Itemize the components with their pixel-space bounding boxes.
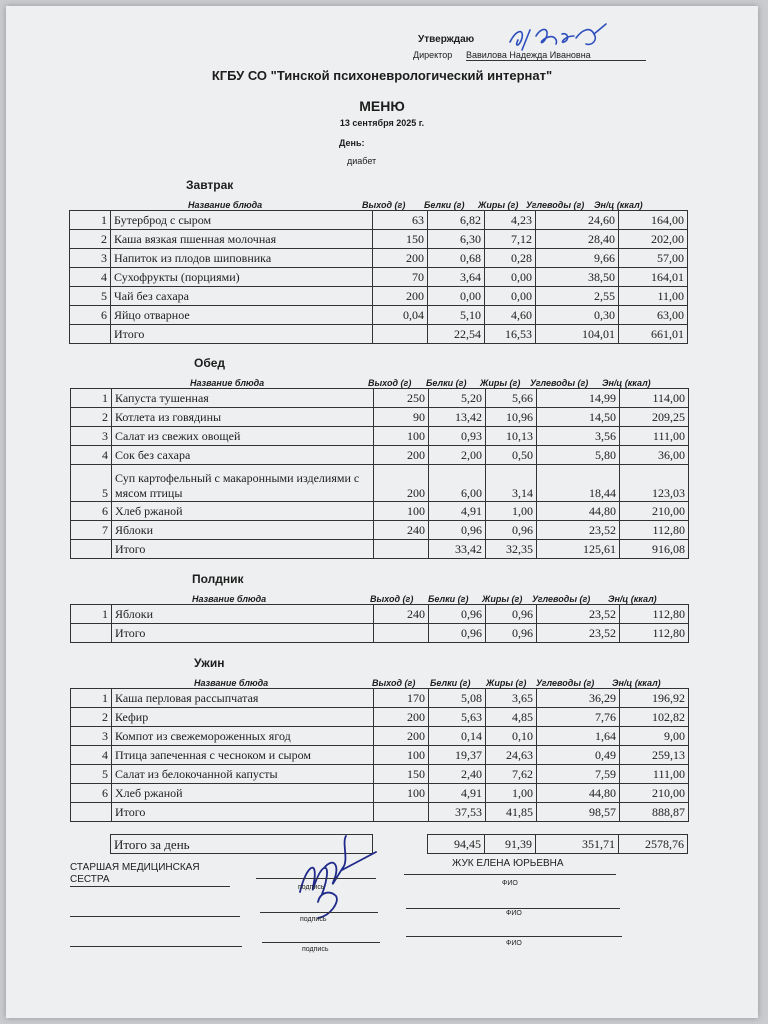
row-number: 2: [71, 708, 112, 727]
dish-name: Напиток из плодов шиповника: [111, 249, 373, 268]
dish-protein: 2,40: [429, 765, 486, 784]
dish-energy: 202,00: [619, 230, 688, 249]
lunch-col-output: Выход (г): [368, 378, 412, 388]
dish-protein: 19,37: [429, 746, 486, 765]
dish-protein: 4,91: [429, 784, 486, 803]
dish-fat: 0,00: [485, 268, 536, 287]
menu-row: [71, 746, 689, 765]
dinner-title: Ужин: [194, 656, 225, 670]
dish-output: 170: [374, 689, 429, 708]
dish-name: Котлета из говядины: [112, 408, 374, 427]
dish-name: Яблоки: [112, 521, 374, 540]
breakfast-col-name: Название блюда: [188, 200, 263, 210]
dish-carbs: 0,30: [536, 306, 619, 325]
breakfast-col-carbs: Углеводы (г): [526, 200, 585, 210]
total-output: [374, 803, 429, 822]
row-number: 4: [70, 268, 111, 287]
row-number: [71, 540, 112, 559]
day-total-carbs: 351,71: [536, 835, 619, 854]
dish-carbs: 1,64: [537, 727, 620, 746]
total-row: [70, 325, 688, 344]
dish-output: 200: [374, 727, 429, 746]
lunch-rows: [71, 389, 689, 559]
dish-fat: 4,85: [486, 708, 537, 727]
menu-row: [71, 605, 689, 624]
dish-energy: 123,03: [620, 465, 689, 502]
dish-name: Яблоки: [112, 605, 374, 624]
dish-protein: 0,14: [429, 727, 486, 746]
dish-fat: 3,65: [486, 689, 537, 708]
total-energy: 112,80: [620, 624, 689, 643]
dish-output: 240: [374, 605, 429, 624]
dish-protein: 5,20: [429, 389, 486, 408]
dish-protein: 0,96: [429, 521, 486, 540]
breakfast-rows: [70, 211, 688, 344]
total-energy: 888,87: [620, 803, 689, 822]
breakfast-table: [69, 210, 688, 344]
dish-protein: 0,68: [428, 249, 485, 268]
total-label: Итого: [112, 803, 374, 822]
row-number: 6: [71, 502, 112, 521]
total-energy: 661,01: [619, 325, 688, 344]
lunch-col-protein: Белки (г): [426, 378, 467, 388]
dish-output: 200: [374, 465, 429, 502]
dish-fat: 1,00: [486, 784, 537, 803]
fio-line-2: [406, 908, 620, 909]
row-number: [71, 803, 112, 822]
day-label: День:: [339, 138, 365, 148]
menu-row: [71, 446, 689, 465]
dish-energy: 112,80: [620, 605, 689, 624]
day-total-fat: 91,39: [485, 835, 536, 854]
dish-carbs: 18,44: [537, 465, 620, 502]
menu-date: 13 сентября 2025 г.: [339, 118, 425, 128]
row-number: 1: [71, 389, 112, 408]
dish-carbs: 44,80: [537, 784, 620, 803]
lunch-col-energy: Эн/ц (ккал): [602, 378, 651, 388]
dish-carbs: 9,66: [536, 249, 619, 268]
dish-protein: 4,91: [429, 502, 486, 521]
dish-energy: 102,82: [620, 708, 689, 727]
dish-energy: 111,00: [620, 427, 689, 446]
dish-carbs: 3,56: [537, 427, 620, 446]
dish-name: Салат из свежих овощей: [112, 427, 374, 446]
dish-carbs: 28,40: [536, 230, 619, 249]
dish-fat: 0,28: [485, 249, 536, 268]
dish-fat: 0,50: [486, 446, 537, 465]
dish-fat: 0,10: [486, 727, 537, 746]
dish-fat: 3,14: [486, 465, 537, 502]
dish-output: 100: [374, 427, 429, 446]
approval-label: Утверждаю: [418, 34, 475, 45]
fio-caption-3: ФИО: [506, 940, 522, 947]
handwritten-signature: [290, 832, 380, 922]
fio-line-1: [404, 874, 616, 875]
breakfast-col-output: Выход (г): [362, 200, 406, 210]
dish-output: 100: [374, 746, 429, 765]
dish-fat: 7,62: [486, 765, 537, 784]
menu-row: [70, 230, 688, 249]
menu-row: [71, 465, 689, 502]
total-protein: 37,53: [429, 803, 486, 822]
dish-energy: 164,01: [619, 268, 688, 287]
row-number: [71, 624, 112, 643]
row-number: 3: [71, 427, 112, 446]
lunch-title: Обед: [194, 356, 226, 370]
menu-row: [70, 249, 688, 268]
signature-caption-2: подпись: [300, 916, 327, 923]
row-number: 5: [71, 765, 112, 784]
menu-row: [71, 427, 689, 446]
total-label: Итого: [111, 325, 373, 344]
menu-row: [71, 521, 689, 540]
dish-name: Сухофрукты (порциями): [111, 268, 373, 287]
dish-protein: 0,96: [429, 605, 486, 624]
dish-output: 240: [374, 521, 429, 540]
total-label: Итого: [112, 540, 374, 559]
snack-col-output: Выход (г): [370, 594, 414, 604]
breakfast-col-protein: Белки (г): [424, 200, 465, 210]
dish-name: Чай без сахара: [111, 287, 373, 306]
menu-row: [71, 727, 689, 746]
dish-output: 200: [373, 249, 428, 268]
dish-carbs: 0,49: [537, 746, 620, 765]
signature-line-2: [260, 912, 378, 913]
breakfast-col-energy: Эн/ц (ккал): [594, 200, 643, 210]
dish-energy: 111,00: [620, 765, 689, 784]
dish-output: 90: [374, 408, 429, 427]
role-line-1: [70, 886, 230, 887]
dish-protein: 6,30: [428, 230, 485, 249]
dinner-col-output: Выход (г): [372, 678, 416, 688]
snack-col-name: Название блюда: [192, 594, 267, 604]
row-number: 6: [70, 306, 111, 325]
dinner-col-name: Название блюда: [194, 678, 269, 688]
diet-name: диабет: [347, 156, 377, 166]
dish-name: Хлеб ржаной: [112, 784, 374, 803]
dish-fat: 5,66: [486, 389, 537, 408]
menu-row: [71, 389, 689, 408]
dish-carbs: 24,60: [536, 211, 619, 230]
total-energy: 916,08: [620, 540, 689, 559]
signature-caption-3: подпись: [302, 946, 329, 953]
document-page: [6, 6, 758, 1018]
dish-protein: 0,93: [429, 427, 486, 446]
row-number: 5: [71, 465, 112, 502]
fio-caption-1: ФИО: [502, 880, 518, 887]
row-number: 6: [71, 784, 112, 803]
row-number: 5: [70, 287, 111, 306]
dish-output: 250: [374, 389, 429, 408]
fio-caption-2: ФИО: [506, 910, 522, 917]
dish-carbs: 7,59: [537, 765, 620, 784]
dish-energy: 11,00: [619, 287, 688, 306]
total-fat: 41,85: [486, 803, 537, 822]
total-label: Итого: [112, 624, 374, 643]
dish-carbs: 14,50: [537, 408, 620, 427]
snack-col-carbs: Углеводы (г): [532, 594, 591, 604]
dish-fat: 1,00: [486, 502, 537, 521]
dish-fat: 4,23: [485, 211, 536, 230]
dish-name: Бутерброд с сыром: [111, 211, 373, 230]
dish-energy: 36,00: [620, 446, 689, 465]
dish-fat: 0,96: [486, 521, 537, 540]
row-number: 7: [71, 521, 112, 540]
dish-name: Хлеб ржаной: [112, 502, 374, 521]
dish-output: 150: [374, 765, 429, 784]
dish-energy: 9,00: [620, 727, 689, 746]
dish-carbs: 14,99: [537, 389, 620, 408]
director-label: Директор: [413, 50, 453, 60]
menu-row: [71, 689, 689, 708]
total-carbs: 98,57: [537, 803, 620, 822]
signature-line-3: [262, 942, 380, 943]
dish-fat: 4,60: [485, 306, 536, 325]
total-fat: 32,35: [486, 540, 537, 559]
row-number: 3: [71, 727, 112, 746]
lunch-col-fat: Жиры (г): [480, 378, 521, 388]
dish-carbs: 23,52: [537, 521, 620, 540]
menu-row: [70, 268, 688, 287]
breakfast-col-fat: Жиры (г): [478, 200, 519, 210]
role-line-3: [70, 946, 242, 947]
dish-energy: 196,92: [620, 689, 689, 708]
dish-protein: 2,00: [429, 446, 486, 465]
dish-fat: 0,96: [486, 605, 537, 624]
total-output: [374, 540, 429, 559]
lunch-col-name: Название блюда: [190, 378, 265, 388]
dish-fat: 7,12: [485, 230, 536, 249]
dish-fat: 0,00: [485, 287, 536, 306]
dish-output: 70: [373, 268, 428, 287]
menu-row: [70, 306, 688, 325]
dish-name: Каша вязкая пшенная молочная: [111, 230, 373, 249]
signer-name: ЖУК ЕЛЕНА ЮРЬЕВНА: [452, 858, 564, 869]
role-line-2: [70, 916, 240, 917]
dish-carbs: 2,55: [536, 287, 619, 306]
dish-name: Кефир: [112, 708, 374, 727]
snack-col-protein: Белки (г): [428, 594, 469, 604]
dish-output: 150: [373, 230, 428, 249]
total-protein: 33,42: [429, 540, 486, 559]
menu-row: [71, 502, 689, 521]
dinner-col-protein: Белки (г): [430, 678, 471, 688]
snack-title: Полдник: [192, 572, 244, 586]
dinner-col-energy: Эн/ц (ккал): [612, 678, 661, 688]
dish-name: Птица запеченная с чесноком и сыром: [112, 746, 374, 765]
dish-energy: 112,80: [620, 521, 689, 540]
organization-name: КГБУ СО "Тинской психоневрологический интернат": [211, 68, 553, 83]
snack-col-fat: Жиры (г): [482, 594, 523, 604]
director-name: Вавилова Надежда Ивановна: [466, 50, 646, 61]
total-row: [71, 803, 689, 822]
row-number: 2: [71, 408, 112, 427]
dish-protein: 0,00: [428, 287, 485, 306]
dish-carbs: 36,29: [537, 689, 620, 708]
menu-row: [71, 408, 689, 427]
menu-row: [71, 765, 689, 784]
dish-carbs: 23,52: [537, 605, 620, 624]
menu-row: [70, 211, 688, 230]
dish-energy: 63,00: [619, 306, 688, 325]
signature-caption-1: подпись: [298, 884, 325, 891]
dish-energy: 210,00: [620, 502, 689, 521]
dinner-table: [70, 688, 689, 822]
total-carbs: 104,01: [536, 325, 619, 344]
dish-name: Компот из свежемороженных ягод: [112, 727, 374, 746]
dinner-col-carbs: Углеводы (г): [536, 678, 595, 688]
dish-name: Каша перловая рассыпчатая: [112, 689, 374, 708]
dish-protein: 5,63: [429, 708, 486, 727]
total-protein: 0,96: [429, 624, 486, 643]
signature-line-1: [256, 878, 376, 879]
total-fat: 16,53: [485, 325, 536, 344]
dish-energy: 114,00: [620, 389, 689, 408]
dish-output: 200: [373, 287, 428, 306]
dish-output: 100: [374, 502, 429, 521]
dish-carbs: 38,50: [536, 268, 619, 287]
row-number: 1: [71, 605, 112, 624]
row-number: 2: [70, 230, 111, 249]
total-row: [71, 624, 689, 643]
dish-name: Салат из белокочанной капусты: [112, 765, 374, 784]
total-output: [373, 325, 428, 344]
dish-output: 0,04: [373, 306, 428, 325]
signer-role: СТАРШАЯ МЕДИЦИНСКАЯ СЕСТРА: [70, 862, 200, 885]
dish-output: 63: [373, 211, 428, 230]
dish-protein: 5,10: [428, 306, 485, 325]
day-total-label: Итого за день: [111, 835, 373, 854]
dish-carbs: 7,76: [537, 708, 620, 727]
total-row: [71, 540, 689, 559]
snack-rows: [71, 605, 689, 643]
dinner-rows: [71, 689, 689, 822]
dish-energy: 164,00: [619, 211, 688, 230]
row-number: 1: [70, 211, 111, 230]
dish-output: 200: [374, 708, 429, 727]
dish-energy: 209,25: [620, 408, 689, 427]
dish-output: 100: [374, 784, 429, 803]
dish-protein: 3,64: [428, 268, 485, 287]
menu-title: МЕНЮ: [359, 98, 405, 114]
dish-energy: 57,00: [619, 249, 688, 268]
row-number: [70, 325, 111, 344]
snack-col-energy: Эн/ц (ккал): [608, 594, 657, 604]
dish-fat: 24,63: [486, 746, 537, 765]
total-carbs: 125,61: [537, 540, 620, 559]
dinner-col-fat: Жиры (г): [486, 678, 527, 688]
dish-name: Капуста тушенная: [112, 389, 374, 408]
row-number: 4: [71, 446, 112, 465]
snack-table: [70, 604, 689, 643]
row-number: 3: [70, 249, 111, 268]
row-number: 1: [71, 689, 112, 708]
menu-row: [71, 708, 689, 727]
total-output: [374, 624, 429, 643]
dish-protein: 6,00: [429, 465, 486, 502]
lunch-table: [70, 388, 689, 559]
dish-name: Суп картофельный с макаронными изделиями с мясом птицы: [112, 465, 374, 502]
dish-protein: 13,42: [429, 408, 486, 427]
day-total-protein: 94,45: [428, 835, 485, 854]
dish-fat: 10,13: [486, 427, 537, 446]
dish-carbs: 44,80: [537, 502, 620, 521]
dish-name: Яйцо отварное: [111, 306, 373, 325]
dish-energy: 259,13: [620, 746, 689, 765]
breakfast-title: Завтрак: [186, 178, 234, 192]
total-carbs: 23,52: [537, 624, 620, 643]
dish-protein: 5,08: [429, 689, 486, 708]
row-number: 4: [71, 746, 112, 765]
lunch-col-carbs: Углеводы (г): [530, 378, 589, 388]
dish-energy: 210,00: [620, 784, 689, 803]
day-total-energy: 2578,76: [619, 835, 688, 854]
menu-row: [71, 784, 689, 803]
dish-output: 200: [374, 446, 429, 465]
total-fat: 0,96: [486, 624, 537, 643]
dish-carbs: 5,80: [537, 446, 620, 465]
fio-line-3: [406, 936, 622, 937]
menu-row: [70, 287, 688, 306]
total-protein: 22,54: [428, 325, 485, 344]
dish-protein: 6,82: [428, 211, 485, 230]
dish-fat: 10,96: [486, 408, 537, 427]
dish-name: Сок без сахара: [112, 446, 374, 465]
